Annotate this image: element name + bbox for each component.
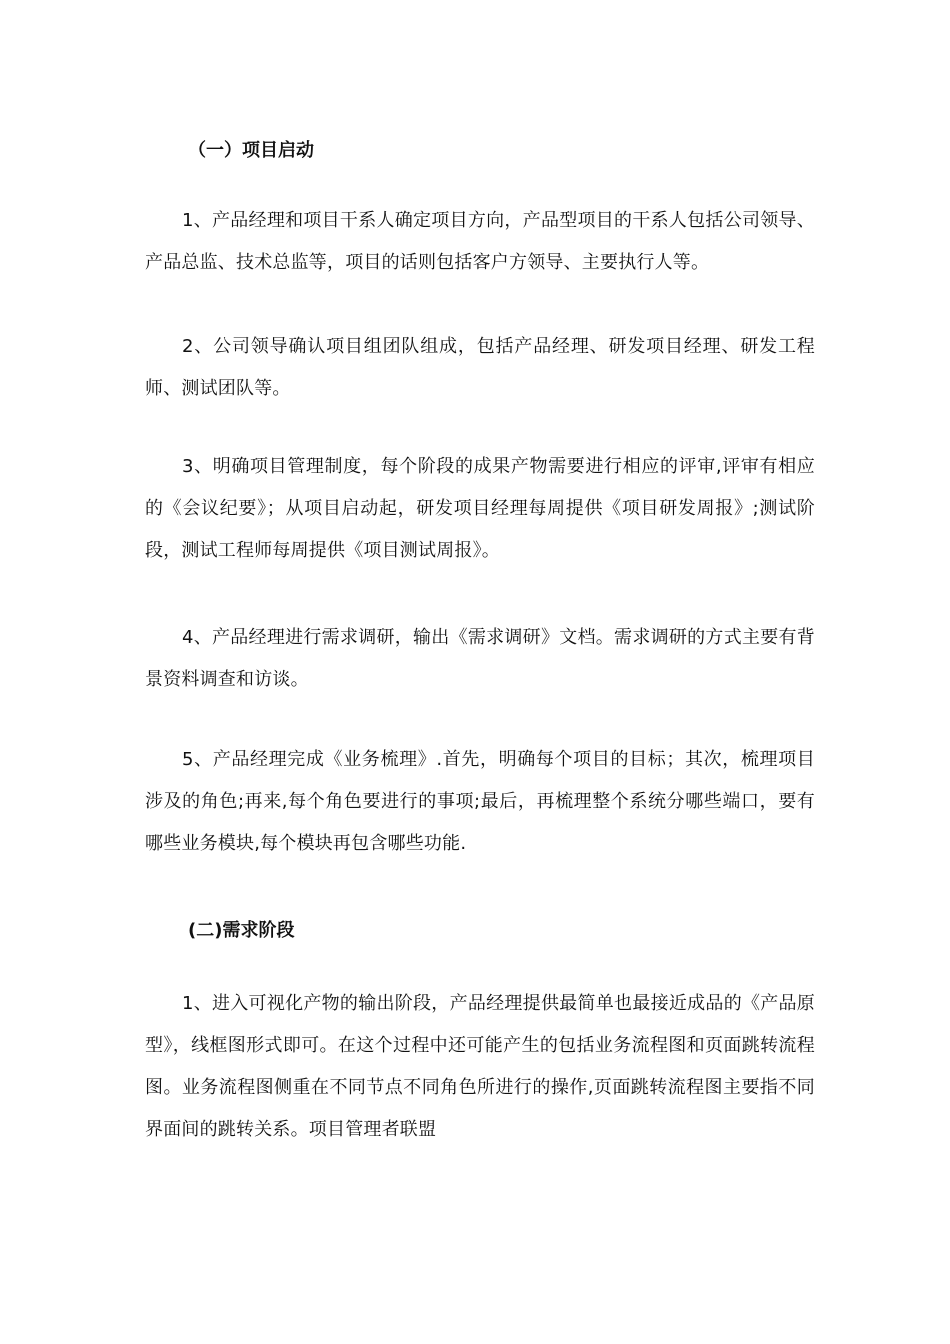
paragraph-2: 2、公司领导确认项目组团队组成，包括产品经理、研发项目经理、研发工程师、测试团队等。 [145, 336, 815, 399]
paragraph-1: 1、产品经理和项目干系人确定项目方向，产品型项目的干系人包括公司领导、产品总监、技术总监等，项目的话则包括客户方领导、主要执行人等。 [145, 210, 815, 273]
paragraph-4: 4、产品经理进行需求调研，输出《需求调研》文档。需求调研的方式主要有背景资料调查和访谈。 [145, 627, 815, 690]
section-heading-project-start: （一）项目启动 [188, 140, 314, 161]
paragraph-5: 5、产品经理完成《业务梳理》.首先，明确每个项目的目标；其次，梳理项目涉及的角色;再来,每个角色要进行的事项;最后，再梳理整个系统分哪些端口，要有哪些业务模块,每个模块再包含哪些功能. [145, 749, 815, 854]
section-heading-requirements: (二)需求阶段 [188, 920, 295, 941]
paragraph-3: 3、明确项目管理制度，每个阶段的成果产物需要进行相应的评审,评审有相应的《会议纪要》；从项目启动起，研发项目经理每周提供《项目研发周报》;测试阶段，测试工程师每周提供《项目测试周报》。 [145, 456, 815, 561]
paragraph-6: 1、进入可视化产物的输出阶段，产品经理提供最简单也最接近成品的《产品原型》，线框图形式即可。在这个过程中还可能产生的包括业务流程图和页面跳转流程图。业务流程图侧重在不同节点不同角色所进行的操作,页面跳转流程图主要指不同界面间的跳转关系。项目管理者联盟 [145, 993, 815, 1140]
